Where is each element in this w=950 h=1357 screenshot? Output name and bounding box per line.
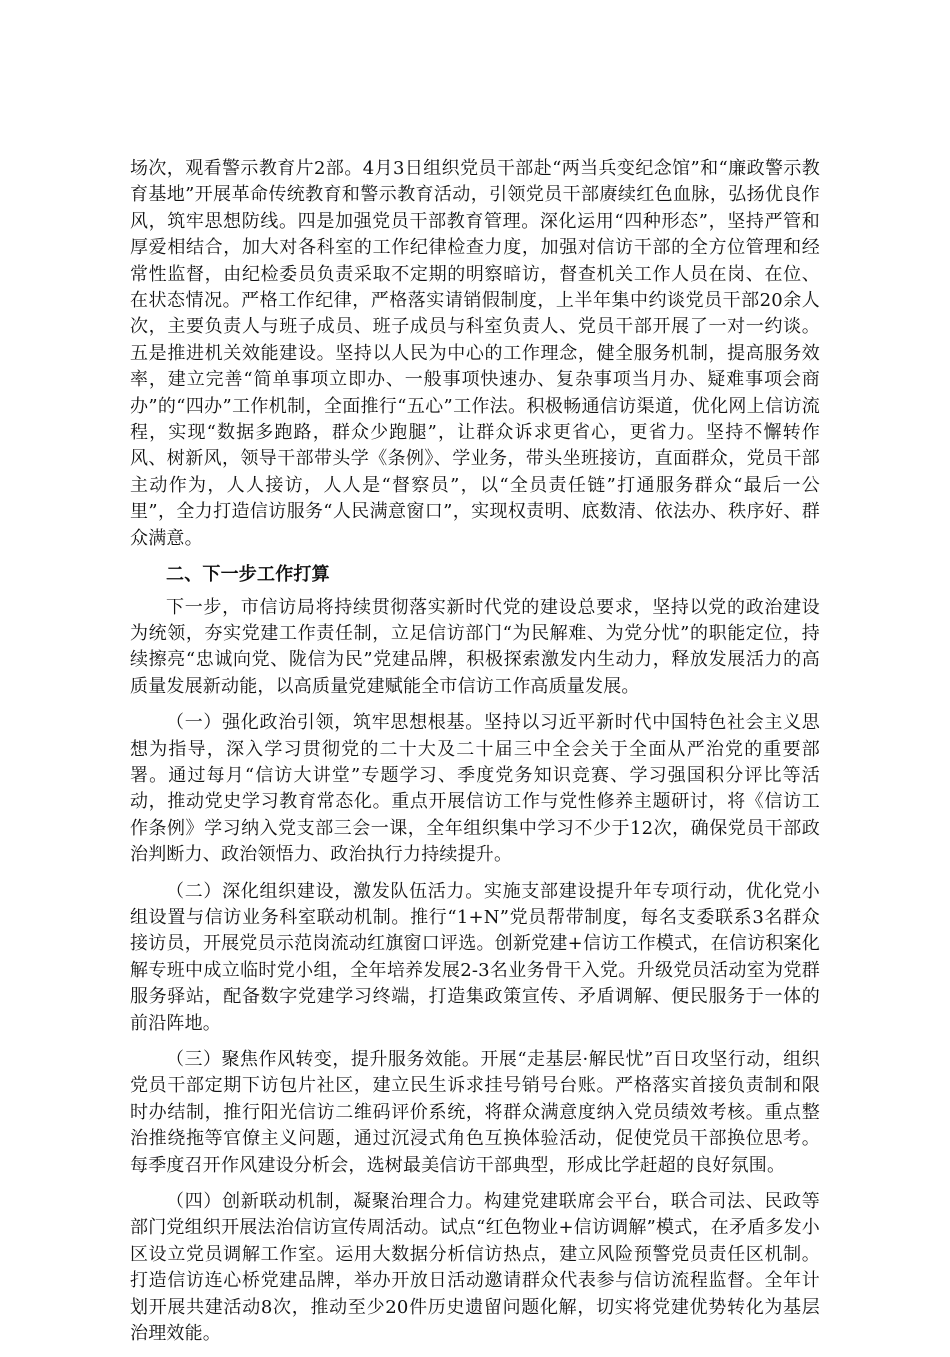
paragraph-item-1: （一）强化政治引领，筑牢思想根基。坚持以习近平新时代中国特色社会主义思想为指导，深入学习贯彻党的二十大及二十届三中全会关于全面从严治党的重要部署。通过每月“信访大讲堂”专题学习、季度党务知识竞赛、学习强国积分评比等活动，推动党史学习教育常态化。重点开展信访工作与党性修养主题研讨，将《信访工作条例》学习纳入党支部三会一课，全年组织集中学习不少于12次，确保党员干部政治判断力、政治领悟力、政治执行力持续提升。: [130, 712, 820, 866]
paragraph-intro: 下一步，市信访局将持续贯彻落实新时代党的建设总要求，坚持以党的政治建设为统领，夯实党建工作责任制，立足信访部门“为民解难、为党分忧”的职能定位，持续擦亮“忠诚向党、陇信为民”党建品牌，积极探索激发内生动力，释放发展活力的高质量发展新动能，以高质量党建赋能全市信访工作高质量发展。: [130, 596, 820, 697]
document-page: [130, 156, 820, 1357]
paragraph-continuation: 场次，观看警示教育片2部。4月3日组织党员干部赴“两当兵变纪念馆”和“廉政警示教育基地”开展革命传统教育和警示教育活动，引领党员干部赓续红色血脉，弘扬优良作风，筑牢思想防线。四是加强党员干部教育管理。深化运用“四种形态”，坚持严管和厚爱相结合，加大对各科室的工作纪律检查力度，加强对信访干部的全方位管理和经常性监督，由纪检委员负责采取不定期的明察暗访，督查机关工作人员在岗、在位、在状态情况。严格工作纪律，严格落实请销假制度，上半年集中约谈党员干部20余人次，主要负责人与班子成员、班子成员与科室负责人、党员干部开展了一对一约谈。五是推进机关效能建设。坚持以人民为中心的工作理念，健全服务机制，提高服务效率，建立完善“简单事项立即办、一般事项快速办、复杂事项当月办、疑难事项会商办”的“四办”工作机制，全面推行“五心”工作法。积极畅通信访渠道，优化网上信访流程，实现“数据多跑路，群众少跑腿”，让群众诉求更省心，更省力。坚持不懈转作风、树新风，领导干部带头学《条例》、学业务，带头坐班接访，直面群众，党员干部主动作为，人人接访，人人是“督察员”，以“全员责任链”打通服务群众“最后一公里”，全力打造信访服务“人民满意窗口”，实现权责明、底数清、依法办、秩序好、群众满意。: [130, 158, 820, 549]
paragraph-item-3: （三）聚焦作风转变，提升服务效能。开展“走基层·解民忧”百日攻坚行动，组织党员干部定期下访包片社区，建立民生诉求挂号销号台账。严格落实首接负责制和限时办结制，推行阳光信访二维码评价系统，将群众满意度纳入党员绩效考核。重点整治推绕拖等官僚主义问题，通过沉浸式角色互换体验活动，促使党员干部换位思考。每季度召开作风建设分析会，选树最美信访干部典型，形成比学赶超的良好氛围。: [130, 1049, 820, 1176]
paragraph-item-2: （二）深化组织建设，激发队伍活力。实施支部建设提升年专项行动，优化党小组设置与信访业务科室联动机制。推行“1+N”党员帮带制度，每名支委联系3名群众接访员，开展党员示范岗流动红旗窗口评选。创新党建+信访工作模式，在信访积案化解专班中成立临时党小组，全年培养发展2-3名业务骨干入党。升级党员活动室为党群服务驿站，配备数字党建学习终端，打造集政策宣传、矛盾调解、便民服务于一体的前沿阵地。: [130, 880, 820, 1034]
section-heading-next-steps: 二、下一步工作打算: [166, 564, 330, 586]
paragraph-item-4: （四）创新联动机制，凝聚治理合力。构建党建联席会平台，联合司法、民政等部门党组织开展法治信访宣传周活动。试点“红色物业+信访调解”模式，在矛盾多发小区设立党员调解工作室。运用大数据分析信访热点，建立风险预警党员责任区机制。打造信访连心桥党建品牌，举办开放日活动邀请群众代表参与信访流程监督。全年计划开展共建活动8次，推动至少20件历史遗留问题化解，切实将党建优势转化为基层治理效能。: [130, 1191, 820, 1345]
